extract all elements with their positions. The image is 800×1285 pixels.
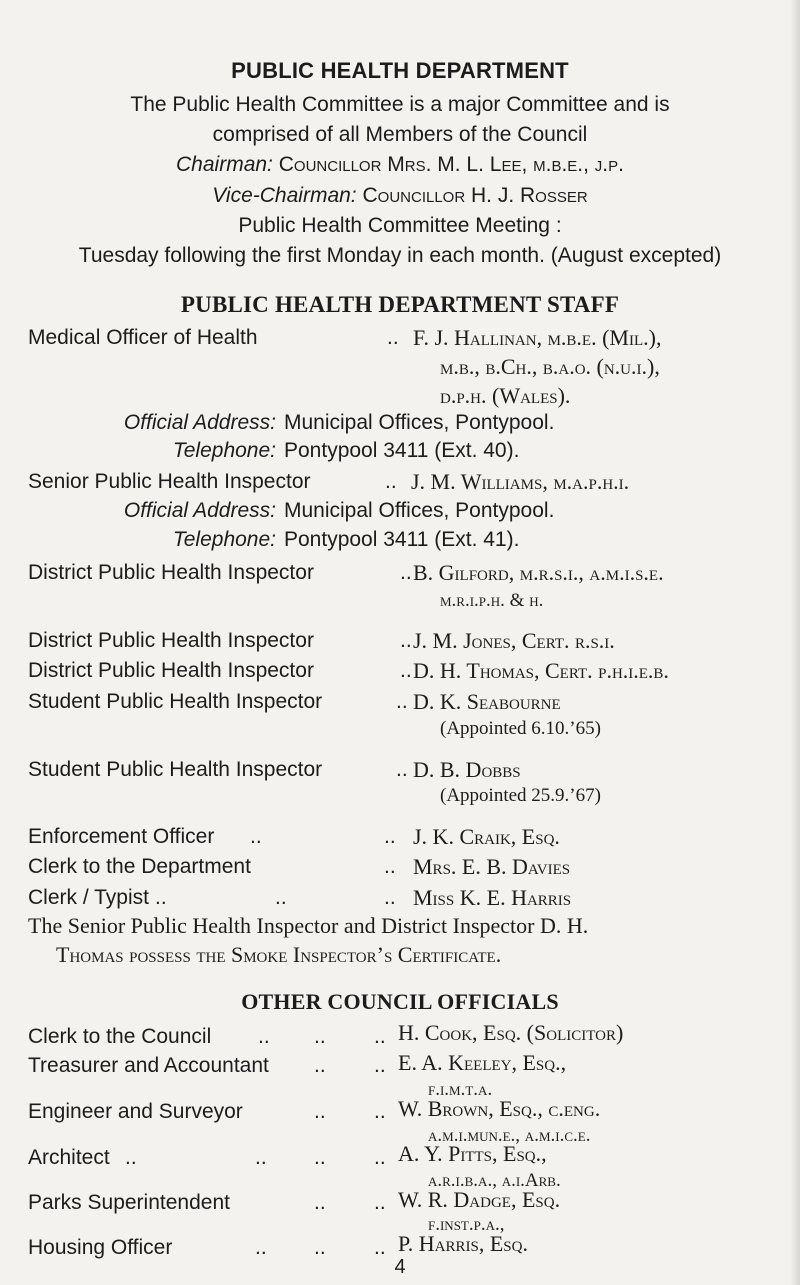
leader-dots: .. (250, 825, 262, 848)
leader-dots: .. (400, 561, 412, 584)
leader-dots: .. (314, 1146, 326, 1169)
moh-value-2: m.b., b.Ch., b.a.o. (n.u.i.), (440, 354, 660, 379)
senior-inspector-value: J. M. Williams, m.a.p.h.i. (411, 469, 630, 494)
leader-dots: .. (374, 1054, 386, 1077)
official-row-sub: a.m.i.mun.e., a.m.i.c.e. (428, 1125, 591, 1146)
staff-heading: PUBLIC HEALTH DEPARTMENT STAFF (180, 292, 620, 317)
telephone-2-label: Telephone: (172, 528, 276, 551)
official-row-value: P. Harris, Esq. (398, 1231, 528, 1256)
official-row-value: E. A. Keeley, Esq., (398, 1050, 567, 1075)
leader-dots: .. (384, 825, 396, 848)
leader-dots: .. (374, 1191, 386, 1214)
staff-row-label: District Public Health Inspector (28, 659, 314, 682)
staff-row-value: B. Gilford, m.r.s.i., a.m.i.s.e. (413, 560, 664, 585)
official-row-label: Engineer and Surveyor (28, 1100, 243, 1123)
smoke-note-line-2: Thomas possess the Smoke Inspector’s Certificate. (56, 942, 502, 967)
leader-dots: .. (258, 1025, 270, 1048)
vice-chairman-line (0, 184, 800, 208)
address-2-label: Official Address: (123, 499, 276, 522)
leader-dots: .. (275, 886, 287, 909)
official-row-label: Treasurer and Accountant (28, 1054, 269, 1077)
vice-chairman-value: Councillor H. J. Rosser (362, 184, 588, 207)
staff-row-sub: (Appointed 25.9.’67) (440, 785, 601, 806)
smoke-note-line-1: The Senior Public Health Inspector and District Inspector D. H. (28, 913, 589, 938)
moh-label: Medical Officer of Health (28, 326, 258, 349)
leader-dots: .. (400, 659, 412, 682)
chairman-label: Chairman: (176, 153, 273, 176)
staff-row-sub: (Appointed 6.10.’65) (440, 718, 601, 739)
official-row-label: Clerk to the Council (28, 1025, 212, 1048)
staff-row-sub: m.r.i.p.h. & h. (440, 590, 544, 611)
staff-row-label: Student Public Health Inspector (28, 690, 323, 713)
address-2-value: Municipal Offices, Pontypool. (284, 499, 555, 522)
leader-dots: .. (255, 1236, 267, 1259)
official-row-value: W. Brown, Esq., c.eng. (398, 1096, 601, 1121)
staff-row-label: District Public Health Inspector (28, 561, 314, 584)
telephone-1-value: Pontypool 3411 (Ext. 40). (284, 439, 520, 462)
staff-row-value: J. M. Jones, Cert. r.s.i. (413, 628, 615, 653)
telephone-1-label: Telephone: (172, 439, 276, 462)
officials-heading: OTHER COUNCIL OFFICIALS (241, 989, 559, 1014)
leader-dots: .. (374, 1100, 386, 1123)
chairman-line (0, 153, 800, 177)
official-row-value: W. R. Dadge, Esq. (398, 1187, 561, 1212)
official-row-label: Parks Superintendent (28, 1191, 230, 1214)
staff-row-value: J. K. Craik, Esq. (413, 824, 560, 849)
page-number: 4 (394, 1256, 406, 1278)
leader-dots: .. (314, 1100, 326, 1123)
staff-row-value: Miss K. E. Harris (413, 885, 572, 910)
official-row-sub: a.r.i.b.a., a.i.Arb. (428, 1170, 561, 1191)
address-1-value: Municipal Offices, Pontypool. (284, 411, 555, 434)
leader-dots: .. (385, 470, 397, 493)
vice-chairman-label: Vice-Chairman: (212, 184, 357, 207)
leader-dots: .. (384, 886, 396, 909)
leader-dots: .. (384, 855, 396, 878)
leader-dots: .. (400, 629, 412, 652)
page-title: PUBLIC HEALTH DEPARTMENT (231, 58, 569, 83)
official-row-label: Housing Officer (28, 1236, 173, 1259)
meeting-label: Public Health Committee Meeting : (238, 214, 562, 237)
leader-dots: .. (374, 1236, 386, 1259)
moh-value-1: F. J. Hallinan, m.b.e. (Mil.), (413, 325, 662, 350)
leader-dots: .. (314, 1054, 326, 1077)
intro-line-1: The Public Health Committee is a major Committee and is (130, 93, 670, 116)
leader-dots: .. (314, 1025, 326, 1048)
leader-dots: .. (314, 1236, 326, 1259)
address-1-label: Official Address: (123, 411, 276, 434)
leader-dots: .. (396, 758, 408, 781)
leader-dots: .. (396, 690, 408, 713)
senior-inspector-label: Senior Public Health Inspector (28, 470, 311, 493)
leader-dots: .. (255, 1146, 267, 1169)
official-row-sub: f.inst.p.a., (428, 1214, 505, 1235)
leader-dots: .. (155, 886, 167, 909)
meeting-value: Tuesday following the first Monday in each month. (August excepted) (78, 244, 722, 267)
staff-row-label: Student Public Health Inspector (28, 758, 323, 781)
leader-dots: .. (387, 326, 399, 349)
official-row-value: H. Cook, Esq. (Solicitor) (398, 1020, 624, 1045)
official-row-label: Architect (28, 1146, 110, 1169)
leader-dots: .. (374, 1025, 386, 1048)
leader-dots: .. (314, 1191, 326, 1214)
staff-row-value: D. H. Thomas, Cert. p.h.i.e.b. (413, 658, 669, 683)
staff-row-label: Enforcement Officer (28, 825, 215, 848)
moh-value-3: d.p.h. (Wales). (440, 383, 571, 408)
staff-row-label: Clerk to the Department (28, 855, 251, 878)
telephone-2-value: Pontypool 3411 (Ext. 41). (284, 528, 520, 551)
staff-row-value: Mrs. E. B. Davies (413, 854, 571, 879)
intro-line-2: comprised of all Members of the Council (212, 123, 588, 146)
official-row-sub: f.i.m.t.a. (428, 1079, 493, 1100)
chairman-value: Councillor Mrs. M. L. Lee, m.b.e., j.p. (278, 153, 624, 176)
staff-row-label: District Public Health Inspector (28, 629, 314, 652)
staff-row-value: D. B. Dobbs (413, 757, 521, 782)
leader-dots: .. (125, 1146, 137, 1169)
staff-row-value: D. K. Seabourne (413, 689, 561, 714)
leader-dots: .. (374, 1146, 386, 1169)
official-row-value: A. Y. Pitts, Esq., (398, 1141, 547, 1166)
staff-row-label: Clerk / Typist (28, 886, 149, 909)
